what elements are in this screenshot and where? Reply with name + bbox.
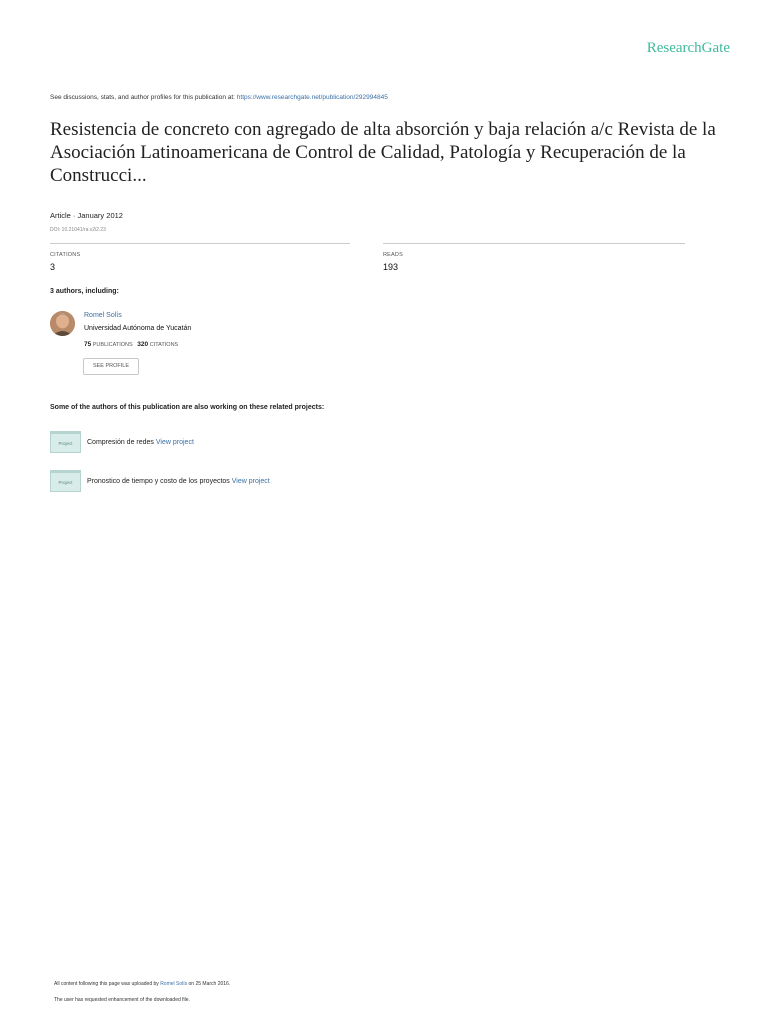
project-item[interactable] [50, 470, 270, 492]
author-name-link[interactable]: Romel Solís [84, 312, 122, 319]
related-projects-heading: Some of the authors of this publication are also working on these related projects: [50, 404, 325, 411]
project-folder-icon: Project [50, 470, 81, 492]
author-citations-label: CITATIONS [149, 342, 179, 348]
author-avatar[interactable] [50, 311, 75, 336]
citations-label: CITATIONS [50, 252, 81, 258]
upload-note-suffix: on 25 March 2016. [187, 981, 231, 987]
uploader-link[interactable]: Romel Solís [160, 981, 188, 987]
reads-label: READS [383, 252, 403, 258]
author-publications-count: 75 [84, 341, 92, 348]
project-folder-icon: Project [50, 431, 81, 453]
reads-divider [383, 243, 685, 244]
author-publications-label: PUBLICATIONS [92, 342, 133, 348]
author-citations-count: 320 [137, 341, 149, 348]
author-institution: Universidad Autónoma de Yucatán [84, 325, 192, 332]
discussion-note [50, 94, 388, 101]
project-text [87, 439, 194, 446]
authors-heading: 3 authors, including: [50, 288, 119, 295]
view-project-link[interactable]: View project [231, 477, 270, 485]
upload-note [54, 981, 230, 987]
citations-value: 3 [50, 262, 56, 272]
reads-value: 193 [383, 262, 399, 272]
view-project-link[interactable]: View project [155, 438, 194, 446]
publication-title: Resistencia de concreto con agregado de alta absorción y baja relación a/c Revista de la Asociación Latinoamericana de Control de Calidad, Patología y Recuperación de la Construcci... [50, 119, 716, 186]
discussion-text: See discussions, stats, and author profiles for this publication at: [50, 94, 237, 101]
project-name: Pronostico de tiempo y costo de los proyectos [87, 477, 230, 485]
project-name: Compresión de redes [87, 438, 154, 446]
project-item[interactable] [50, 431, 194, 453]
publication-url-link[interactable]: https://www.researchgate.net/publication/292994845 [236, 94, 388, 101]
enhancement-note: The user has requested enhancement of the downloaded file. [54, 997, 190, 1003]
researchgate-logo[interactable]: ResearchGate [646, 40, 730, 56]
author-stats [84, 341, 178, 348]
upload-note-prefix: All content following this page was uploaded by [54, 981, 161, 987]
citations-divider [50, 243, 350, 244]
see-profile-button[interactable]: SEE PROFILE [83, 358, 139, 375]
article-type-date: Article · January 2012 [50, 211, 123, 220]
project-text [87, 478, 270, 485]
avatar-photo-icon [50, 311, 75, 336]
doi[interactable]: DOI: 10.21041/ra.v2i2.23 [50, 227, 106, 233]
